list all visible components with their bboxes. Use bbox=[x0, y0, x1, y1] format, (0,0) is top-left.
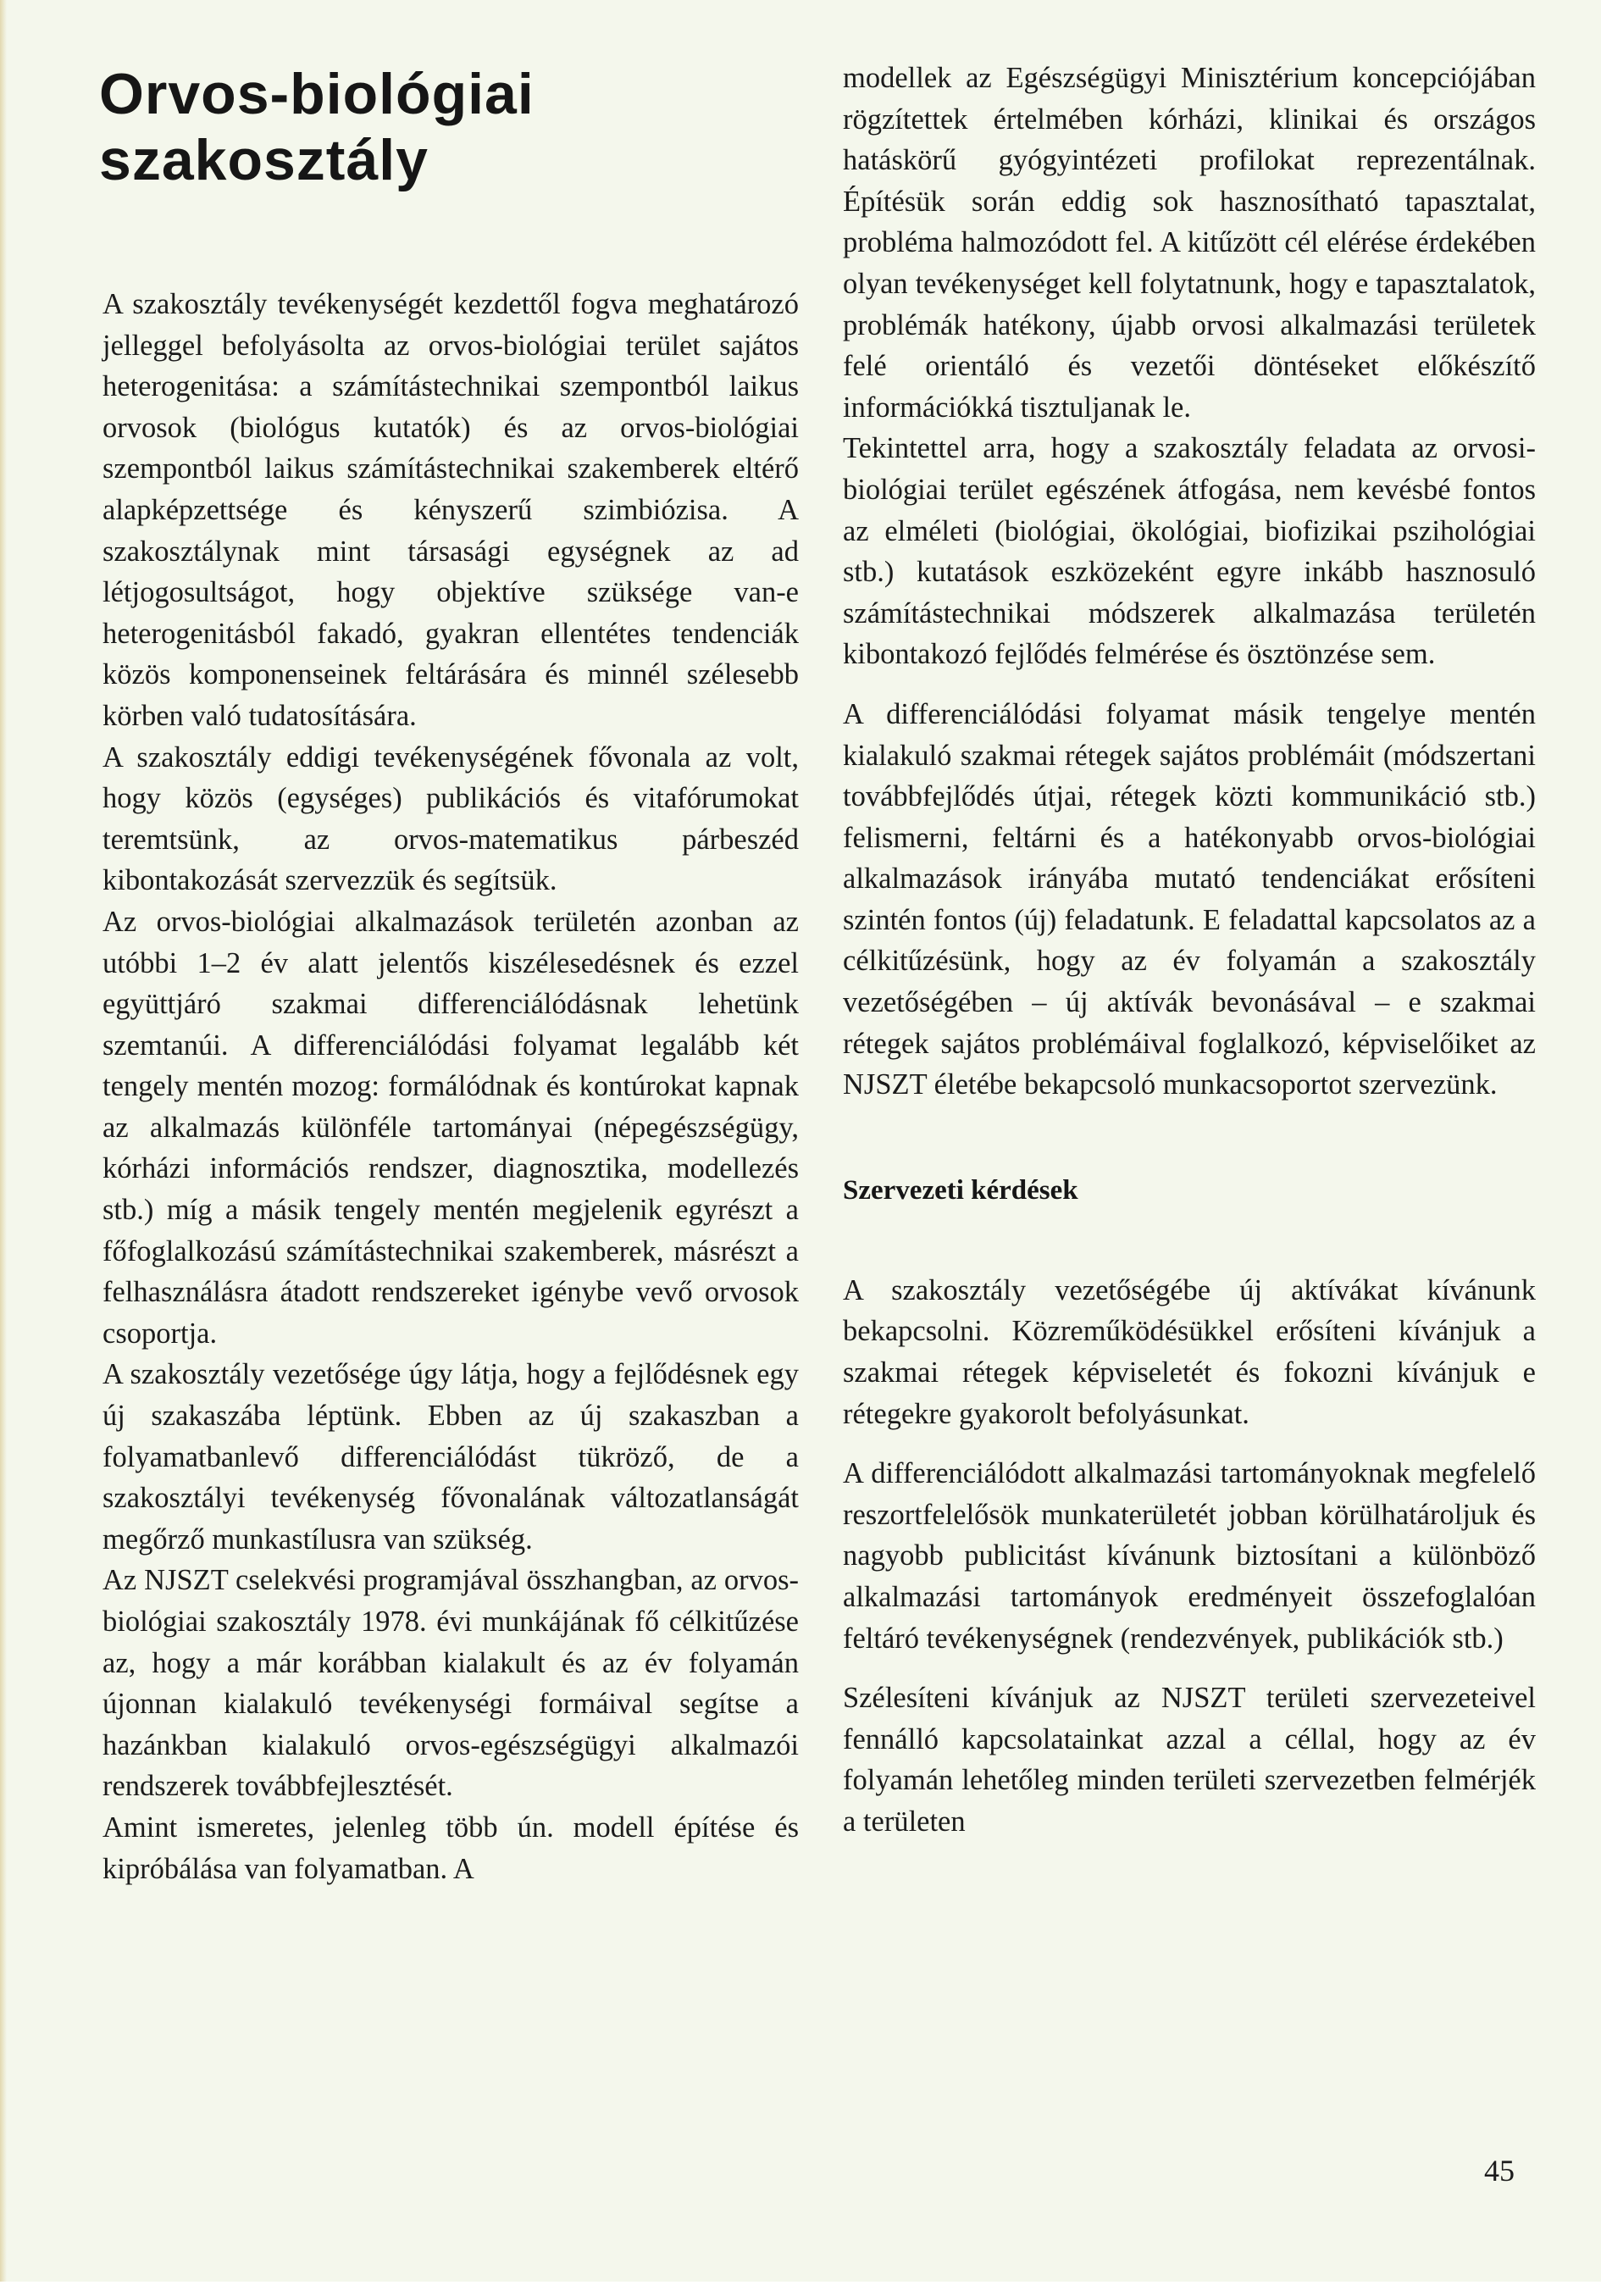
paragraph: Tekintettel arra, hogy a szakosztály feladata az orvosi-biológiai terület egészének átfogása, nem kevésbé fontos az elméleti (biológiai, ökológiai, biofizikai pszihológiai stb.) kutatások eszközeként egyre inkább hasznosuló számítástechnikai módszerek alkalmazása területén kibontakozó fejlődés felmérése és ösztönzése sem. bbox=[843, 432, 1536, 671]
title-line-2: szakosztály bbox=[99, 128, 429, 192]
paragraph: A szakosztály vezetősége úgy látja, hogy a fejlődésnek egy új szakaszába léptünk. Ebben az új szakaszban a folyamatbanlevő differenciálódást tükröző, de a szakosztályi tevékenység fővonalának változatlanságát megőrző munkastílusra van szükség. bbox=[102, 1358, 799, 1556]
paragraph: A differenciálódási folyamat másik tengelye mentén kialakuló szakmai rétegek sajátos problémáit (módszertani továbbfejlődés útjai, rétegek közti kommunikáció stb.) felismerni, feltárni és a hatékonyabb orvos-biológiai alkalmazások irányába mutató tendenciákat erősíteni szintén fontos (új) feladatunk. E feladattal kapcsolatos az a célkitűzésünk, hogy az év folyamán a szakosztály vezetőségében – új aktívák bevonásával – e szakmai rétegek sajátos problémáival foglalkozó, képviselőiket az NJSZT életébe bekapcsoló munkacsoportot szervezünk. bbox=[843, 697, 1536, 1101]
paragraph: Az NJSZT cselekvési programjával összhangban, az orvos-biológiai szakosztály 1978. évi munkájának fő célkitűzése az, hogy a már korábban kialakult és az év folyamán újonnan kialakuló tevékenységi formáival segítse a hazánkban kialakuló orvos-egészségügyi alkalmazói rendszerek továbbfejlesztését. bbox=[102, 1564, 799, 1803]
paragraph: modellek az Egészségügyi Minisztérium koncepciójában rögzítettek értelmében kórházi, klinikai és országos hatáskörű gyógyintézeti profilokat reprezentálnak. Építésük során eddig sok hasznosítható tapasztalat, probléma halmozódott fel. A kitűzött cél elérése érdekében olyan tevékenységet kell folytatnunk, hogy e tapasztalatok, problémák hatékony, újabb orvosi alkalmazási területek felé orientáló és vezetői döntéseket előkészítő információkká tisztuljanak le. bbox=[843, 62, 1536, 424]
paragraph: Szélesíteni kívánjuk az NJSZT területi szervezeteivel fennálló kapcsolatainkat azzal a céllal, hogy az év folyamán lehetőleg minden területi szervezetben felmérjék a területen bbox=[843, 1682, 1536, 1838]
paragraph: Az orvos-biológiai alkalmazások területén azonban az utóbbi 1–2 év alatt jelentős kiszélesedésnek és ezzel együttjáró szakmai differenciálódásnak lehetünk szemtanúi. A differenciálódási folyamat legalább két tengely mentén mozog: formálódnak és kontúrokat kapnak az alkalmazás különféle tartományai (népegészségügy, kórházi információs rendszer, diagnosztika, modellezés stb.) míg a másik tengely mentén megjelenik egyrészt a főfoglalkozású számítástechnikai szakemberek, másrészt a felhasználásra átadott rendszereket igénybe vevő orvosok csoportja. bbox=[102, 905, 799, 1350]
paragraph: A szakosztály eddigi tevékenységének fővonala az volt, hogy közös (egységes) publikációs és vitafórumokat teremtsünk, az orvos-matematikus párbeszéd kibontakozását szervezzük és segítsük. bbox=[102, 740, 799, 897]
paragraph: Amint ismeretes, jelenleg több ún. modell építése és kipróbálása van folyamatban. A bbox=[102, 1811, 799, 1885]
paragraph: A differenciálódott alkalmazási tartományoknak megfelelő reszortfelelősök munkaterületét jobban körülhatároljuk és nagyobb publicitást kívánunk biztosítani a különböző alkalmazási tartományok eredményeit összefoglalóan feltáró tevékenységnek (rendezvények, publikációk stb.) bbox=[843, 1457, 1536, 1655]
right-column bbox=[843, 58, 1536, 1843]
left-column bbox=[102, 284, 799, 1889]
section-heading: Szervezeti kérdések bbox=[843, 1174, 1078, 1206]
paragraph: A szakosztály tevékenységét kezdettől fogva meghatározó jelleggel befolyásolta az orvos-biológiai terület sajátos heterogenitása: a számítástechnikai szempontból laikus orvosok (biológus kutatók) és az orvos-biológiai szempontból laikus számítástechnikai szakemberek eltérő alapképzettsége és kényszerű szimbiózisa. A szakosztálynak mint társasági egységnek az ad létjogosultságot, hogy objektíve szüksége van-e heterogenitásból fakadó, gyakran ellentétes tendenciák közös komponenseinek feltárására és minnél szélesebb körben való tudatosítására. bbox=[102, 288, 799, 732]
page-number: 45 bbox=[1484, 2154, 1515, 2188]
paragraph: A szakosztály vezetőségébe új aktívákat kívánunk bekapcsolni. Közreműködésükkel erősíteni kívánjuk a szakmai rétegek képviseletét és fokozni kívánjuk e rétegekre gyakorolt befolyásunkat. bbox=[843, 1273, 1536, 1430]
article-title bbox=[99, 61, 794, 193]
title-line-1: Orvos-biológiai bbox=[99, 62, 535, 126]
